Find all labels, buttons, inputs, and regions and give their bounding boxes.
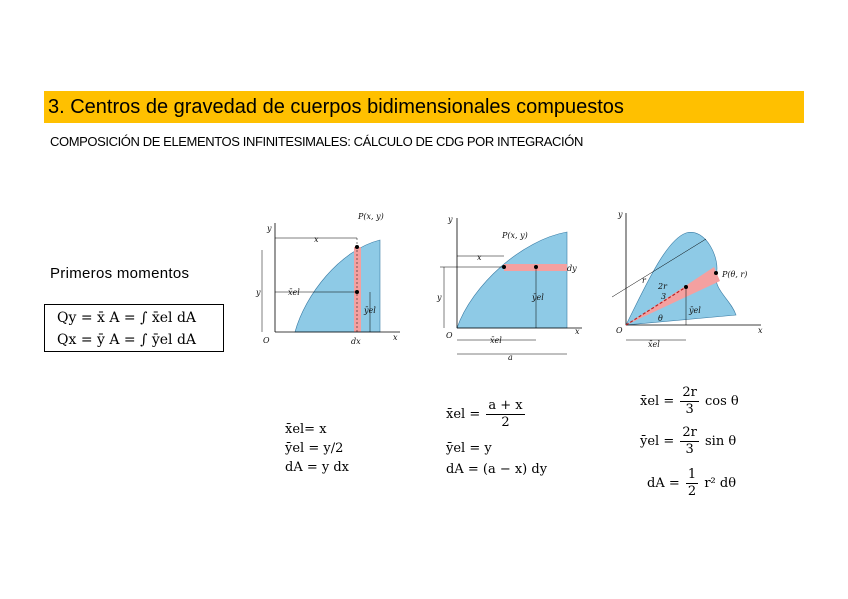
fig1-yel-label: ȳel (364, 306, 376, 315)
fig1-dx-label: dx (351, 337, 361, 346)
case3-yel-num: 2r (682, 425, 697, 440)
fig3-x-axis: x (758, 326, 763, 335)
fig3-y-label: y (618, 210, 623, 219)
case3-xel-num: 2r (682, 385, 697, 400)
fig3-theta-label: θ (658, 314, 663, 323)
section-subtitle: COMPOSICIÓN DE ELEMENTOS INFINITESIMALES: CÁLCULO DE CDG POR INTEGRACIÓN (50, 134, 583, 149)
case3-yel-den: 3 (685, 442, 694, 457)
fig3-xel-label: x̄el (648, 340, 660, 349)
case1-yel-formula: ȳel = y/2 (285, 441, 344, 456)
qy-formula: Qy = x̄ A = ∫ x̄el dA (57, 310, 197, 326)
case3-xel-fraction (680, 385, 699, 418)
fig2-xel-label: x̄el (490, 336, 502, 345)
case2-yel-formula: ȳel = y (446, 441, 492, 456)
fig2-point-label: P(x, y) (502, 231, 528, 240)
case3-da-formula (647, 467, 736, 500)
case3-yel-fraction (680, 425, 699, 458)
figure-polar-element (606, 205, 771, 355)
case1-xel-formula: x̄el= x (285, 422, 327, 437)
fig2-y-label: y (448, 215, 453, 224)
fig1-y-dim: y (256, 288, 261, 297)
section-title: 3. Centros de gravedad de cuerpos bidimensionales compuestos (44, 91, 804, 123)
case3-yel-formula (640, 425, 736, 458)
case3-da-rhs: r² dθ (704, 476, 737, 491)
case3-xel-den: 3 (685, 402, 694, 417)
fig1-x-dim: x (314, 235, 319, 244)
figure-horizontal-strip (432, 210, 587, 365)
fig2-yel-label: ȳel (532, 293, 544, 302)
fig3-point-label: P(θ, r) (722, 270, 748, 279)
fig1-xel-label: x̄el (288, 288, 300, 297)
case3-xel-lhs: x̄el = (640, 394, 675, 409)
fig3-origin: O (616, 326, 623, 335)
fig3-2r-label: 2r (658, 282, 667, 291)
fig3-3-label: 3 (661, 292, 667, 301)
case2-xel-formula (446, 398, 527, 431)
fig2-origin: O (446, 331, 453, 340)
case2-xel-lhs: x̄el = (446, 407, 481, 422)
case3-xel-formula (640, 385, 739, 418)
fig1-origin: O (263, 336, 270, 345)
qx-formula: Qx = ȳ A = ∫ ȳel dA (57, 332, 197, 348)
case3-xel-rhs: cos θ (705, 394, 739, 409)
moments-label: Primeros momentos (50, 265, 190, 282)
case3-yel-rhs: sin θ (705, 434, 737, 449)
case2-xel-den: 2 (501, 415, 510, 430)
fig1-x-axis: x (393, 333, 398, 342)
case3-da-lhs: dA = (647, 476, 680, 491)
case2-da-formula: dA = (a − x) dy (446, 462, 548, 477)
case3-da-den: 2 (687, 484, 697, 499)
fig3-yel-label: ȳel (689, 306, 701, 315)
case3-yel-lhs: ȳel = (640, 434, 675, 449)
fig2-x-axis: x (575, 327, 580, 336)
case2-xel-num: a + x (488, 398, 523, 413)
case1-da-formula: dA = y dx (285, 460, 349, 475)
fig1-y-label: y (267, 224, 272, 233)
fig1-point-label: P(x, y) (358, 212, 384, 221)
fig2-x-dim: x (477, 253, 482, 262)
fig2-a-label: a (508, 353, 513, 362)
fig3-r-label: r (642, 276, 646, 285)
case3-da-num: 1 (687, 467, 697, 482)
case3-da-fraction (686, 467, 698, 500)
case2-xel-fraction (486, 398, 524, 431)
moments-formula-box (44, 304, 224, 352)
fig2-dy-label: dy (567, 264, 577, 273)
fig2-y-dim: y (437, 293, 442, 302)
figure-vertical-strip (250, 205, 410, 350)
